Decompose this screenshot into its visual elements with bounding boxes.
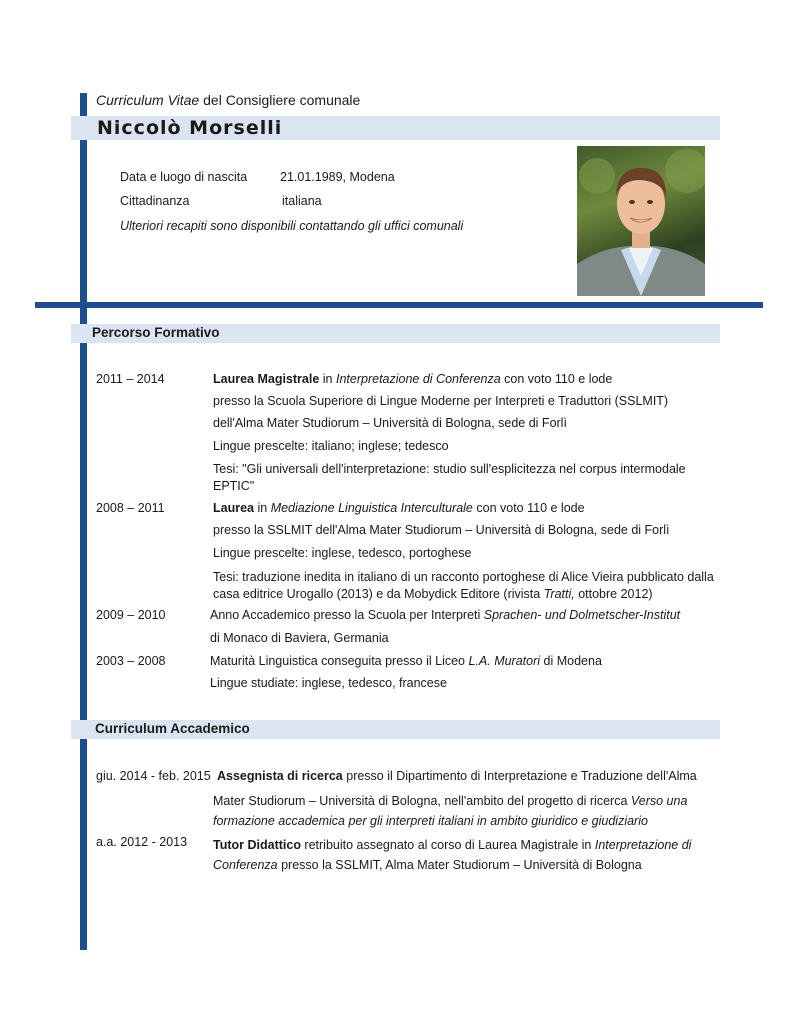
academic-title: Curriculum Accademico (95, 721, 250, 736)
education-date-2: 2008 – 2011 (96, 501, 165, 515)
portrait-icon (577, 146, 705, 296)
education-detail-1a: presso la Scuola Superiore di Lingue Moderne per Interpreti e Traduttori (SSLMIT) (213, 394, 669, 408)
education-exchange-3: Anno Accademico presso la Scuola per Interpreti Sprachen- und Dolmetscher-Institut (210, 608, 681, 622)
citizenship-label: Cittadinanza (120, 194, 190, 208)
left-vertical-bar (80, 93, 87, 950)
education-diploma-4: Maturità Linguistica conseguita presso il Liceo L.A. Muratori di Modena (210, 654, 602, 668)
academic-date-1: giu. 2014 - feb. 2015 (96, 769, 211, 783)
education-date-4: 2003 – 2008 (96, 654, 166, 668)
education-detail-1b: dell'Alma Mater Studiorum – Università di Bologna, sede di Forlì (213, 416, 567, 430)
person-name: Niccolò Morselli (97, 117, 283, 139)
education-thesis-2: Tesi: traduzione inedita in italiano di un racconto portoghese di Alice Vieira pubblicato dalla casa editrice Urogallo (2013) e da Mobydick Editore (rivista Tratti, ottobre 2012) (213, 570, 714, 601)
education-degree-2: Laurea in Mediazione Linguistica Interculturale con voto 110 e lode (213, 501, 585, 515)
birth-value: 21.01.1989, Modena (280, 170, 395, 184)
education-date-3: 2009 – 2010 (96, 608, 166, 622)
profile-photo (577, 146, 705, 296)
education-detail-2a: presso la SSLMIT dell'Alma Mater Studiorum – Università di Bologna, sede di Forlì (213, 523, 670, 537)
academic-role-1: Assegnista di ricerca presso il Dipartimento di Interpretazione e Traduzione dell'Alma (217, 769, 697, 783)
birth-label: Data e luogo di nascita (120, 170, 248, 184)
academic-detail-1: Mater Studiorum – Università di Bologna, nell'ambito del progetto di ricerca Verso una formazione accademica per gli interpreti italiani in ambito giuridico e giudiziario (213, 794, 688, 828)
academic-role-2: Tutor Didattico retribuito assegnato al corso di Laurea Magistrale in Interpretazione di Conferenza presso la SSLMIT, Alma Mater Studiorum – Università di Bologna (213, 838, 692, 872)
education-title: Percorso Formativo (92, 325, 220, 340)
education-date-1: 2011 – 2014 (96, 372, 165, 386)
horizontal-divider-bar (35, 302, 763, 308)
education-languages-1: Lingue prescelte: italiano; inglese; tedesco (213, 439, 449, 453)
education-languages-4: Lingue studiate: inglese, tedesco, francese (210, 676, 447, 690)
education-thesis-1: Tesi: "Gli universali dell'interpretazione: studio sull'esplicitezza nel corpus intermodale EPTIC" (213, 462, 686, 493)
document-subtitle: Curriculum Vitae del Consigliere comunale (96, 92, 361, 108)
education-degree-1: Laurea Magistrale in Interpretazione di Conferenza con voto 110 e lode (213, 372, 613, 386)
education-location-3: di Monaco di Baviera, Germania (210, 631, 389, 645)
citizenship-value: italiana (282, 194, 322, 208)
academic-date-2: a.a. 2012 - 2013 (96, 835, 188, 849)
contact-note: Ulteriori recapiti sono disponibili contattando gli uffici comunali (120, 219, 464, 233)
education-languages-2: Lingue prescelte: inglese, tedesco, portoghese (213, 546, 472, 560)
